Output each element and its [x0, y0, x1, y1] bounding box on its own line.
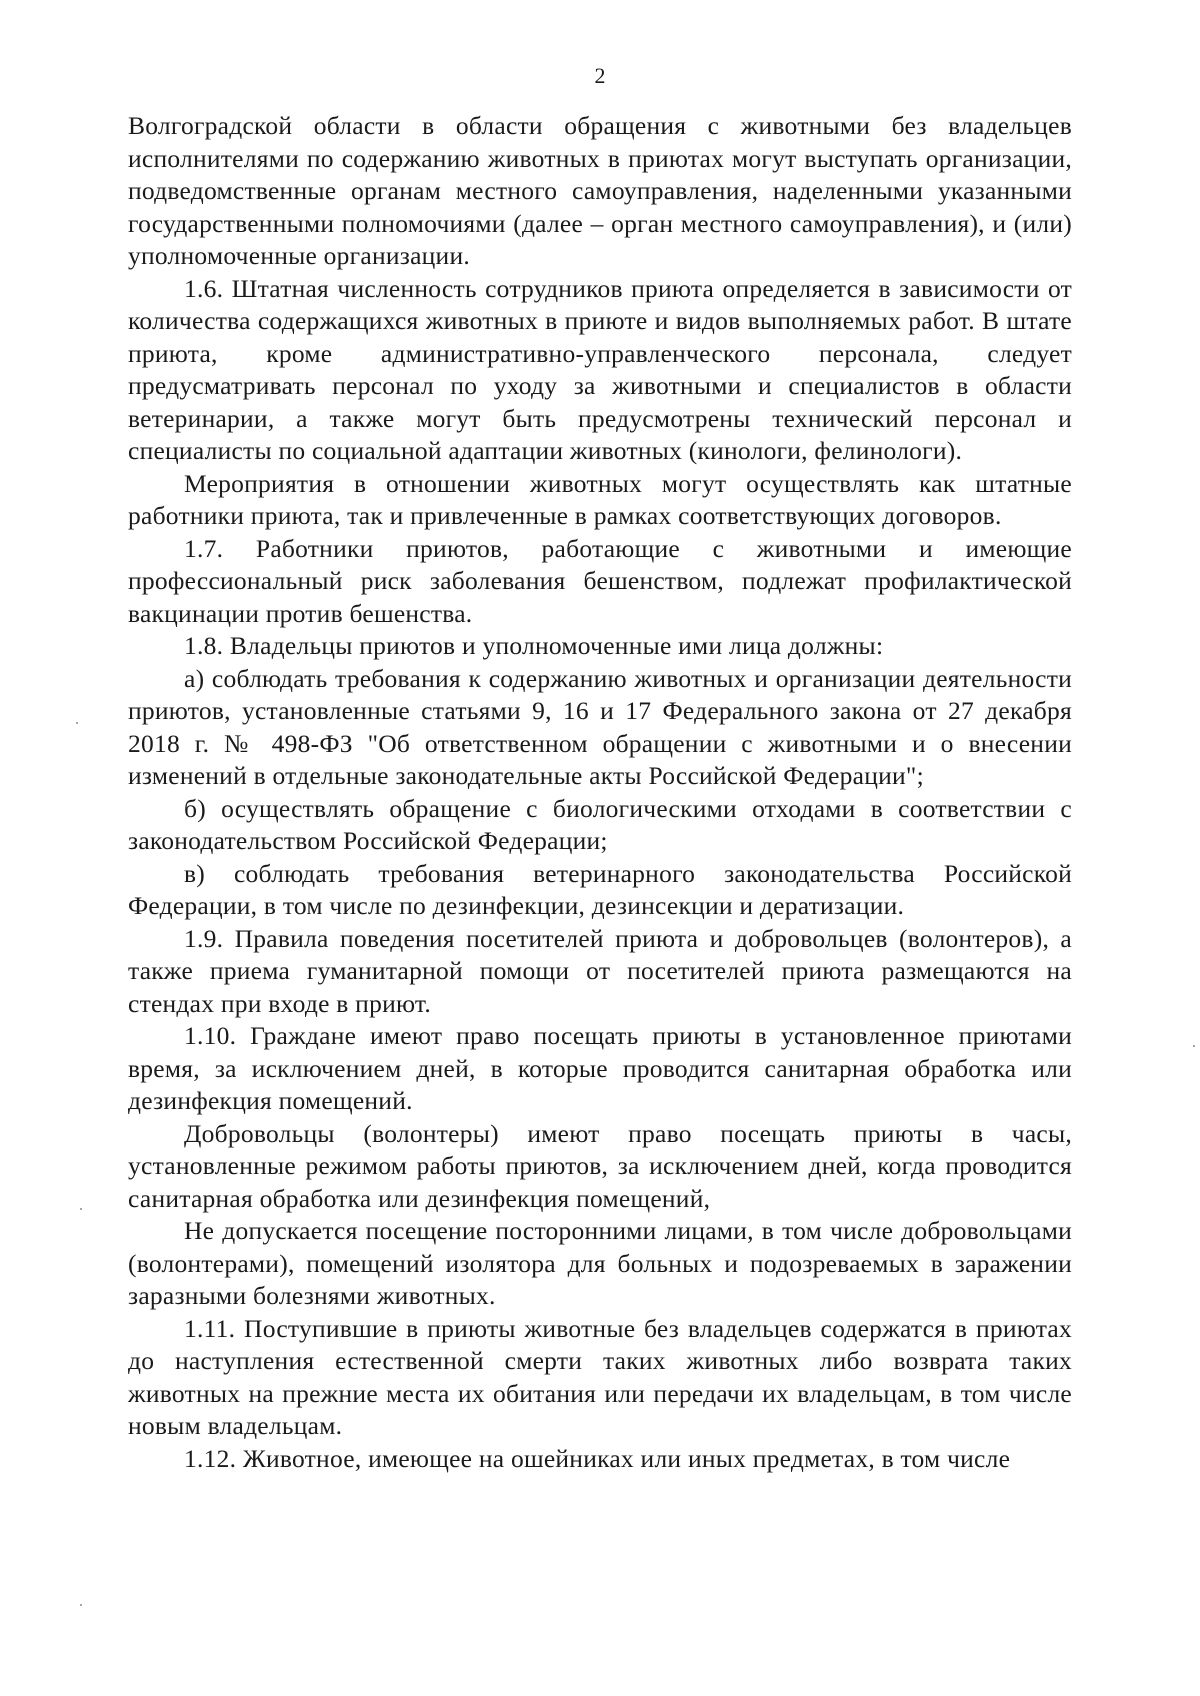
paragraph-1-6: 1.6. Штатная численность сотрудников приюта определяется в зависимости от количества содержащихся животных в приюте и видов выполняемых работ. В штате приюта, кроме административно-управленческого персонала, следует предусматривать персонал по уходу за животными и специалистов в области ветеринарии, а также могут быть предусмотрены технический персонал и специалисты по социальной адаптации животных (кинологи, фелинологи).	[128, 273, 1072, 465]
paragraph-1-8: 1.8. Владельцы приютов и уполномоченные ими лица должны:	[184, 631, 884, 660]
paragraph-1-8-a: а) соблюдать требования к содержанию животных и организации деятельности приютов, установленные статьями 9, 16 и 17 Федерального закона от 27 декабря 2018 г. № 498-ФЗ "Об ответственном обращении с животными и о внесении изменений в отдельные законодательные акты Российской Федерации";	[128, 663, 1072, 790]
paragraph-volunteers: Добровольцы (волонтеры) имеют право посещать приюты в часы, установленные режимом работы приютов, за исключением дней, когда проводится санитарная обработка или дезинфекция помещений,	[128, 1118, 1072, 1213]
paragraph-isolation: Не допускается посещение посторонними лицами, в том числе добровольцами (волонтерами), помещений изолятора для больных и подозреваемых в заражении заразными болезнями животных.	[128, 1216, 1072, 1310]
scan-speck-left-bottom	[80, 1604, 82, 1606]
paragraph-measures: Мероприятия в отношении животных могут осуществлять как штатные работники приюта, так и привлеченные в рамках соответствующих договоров.	[128, 468, 1072, 530]
paragraph-1-12: 1.12. Животное, имеющее на ошейниках или иных предметах, в том числе	[184, 1443, 1011, 1473]
page-number: 2	[594, 63, 606, 88]
paragraph-1-9: 1.9. Правила поведения посетителей приюта и добровольцев (волонтеров), а также приема гуманитарной помощи от посетителей приюта размещаются на стендах при входе в приют.	[128, 923, 1072, 1018]
scan-speck-left-top	[76, 722, 78, 724]
scan-speck-right	[1193, 1045, 1195, 1047]
paragraph-1-11: 1.11. Поступившие в приюты животные без владельцев содержатся в приютах до наступления естественной смерти таких животных либо возврата таких животных на прежние места их обитания или передачи их владельцам, в том числе новым владельцам.	[128, 1313, 1072, 1440]
paragraph-continuation: Волгоградской области в области обращения с животными без владельцев исполнителями по содержанию животных в приютах могут выступать организации, подведомственные органам местного самоуправления, наделенными указанными государственными полномочиями (далее – орган местного самоуправления), и (или) уполномоченные организации.	[128, 111, 1072, 270]
paragraph-1-8-b: б) осуществлять обращение с биологическими отходами в соответствии с законодательством Российской Федерации;	[128, 793, 1072, 855]
scan-speck-left-mid	[80, 1208, 82, 1210]
document-body	[128, 110, 1072, 1475]
paragraph-1-10: 1.10. Граждане имеют право посещать приюты в установленное приютами время, за исключением дней, в которые проводится санитарная обработка или дезинфекция помещений.	[128, 1021, 1072, 1115]
paragraph-1-8-v: в) соблюдать требования ветеринарного законодательства Российской Федерации, в том числе по дезинфекции, дезинсекции и дератизации.	[128, 858, 1072, 920]
paragraph-1-7: 1.7. Работники приютов, работающие с животными и имеющие профессиональный риск заболевания бешенством, подлежат профилактической вакцинации против бешенства.	[128, 533, 1072, 628]
